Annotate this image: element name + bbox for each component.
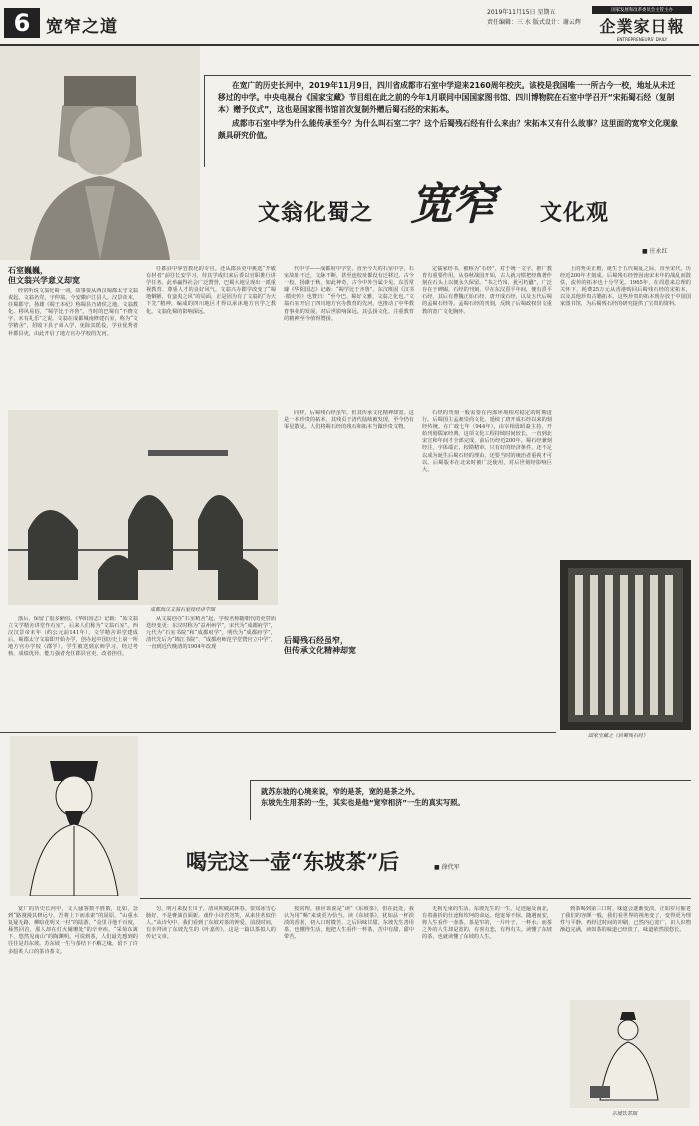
article1-col-1: 经常听说文翁化蜀一词，故事要从西汉蜀郡太守文翁说起。文翁名党，字仲翁，今安徽庐江县人。汉景帝末，任蜀郡守。扬雄《蜀王本纪》称蜀县乃诸侯之地，文翁教化、移风易俗，“蜀学比于齐鲁”。当时的巴蜀有“不晓文字，未有礼乐”之说。文翁在成都城南修建石室，称为“文学精舍”，招收下县子弟入学，免除其徭役，学业优秀者补郡县吏，由此开启了地方官办学校的先河。 (8, 288, 138, 337)
paper-logo-box: 国家发展和改革委员会主管主办 (592, 6, 692, 14)
article1-col-4: 定儒家经书，被称为“石经”，对于统一文字、推广教育有重要作用。从春秋战国开始，古人就习惯把经典著作刻在石头上以便永久保留。“书之竹帛，犹可朽蠹”，广泛存在于碑碣。石经的刊刻，早在东汉熹平年间，便有熹平石经，其后有曹魏正始石经、唐开成石经，以及五代后蜀的孟蜀石经等。孟蜀石经的刊刻，反映了后蜀政权崇文重教的宽广文化胸怀。 (422, 266, 552, 315)
article1-title-callig: 宽窄 (410, 179, 494, 230)
article1-col-3b: 同样，后蜀残石经虽窄，但其传承文化精神却宽。这是一本珍贵的拓本，其残页于清代陆续被发现，至今仍有零星散见。人们将蜀石经的残石和拓本当做珍贵文物。 (284, 410, 414, 431)
box2-text (261, 786, 691, 816)
box2-border-top (250, 780, 691, 781)
article1-col-5: 上的秀美正楷，诞生于五代蜀乱之际，直至宋代，历经近200年才刻成。后蜀残石经曾因南宋末年的战乱而散佚，流传的拓本也十分罕见。1965年，在周恩来总理的关怀下，耗费25万元从香港购回后蜀残石经的宋拓本，以及其他珍贵古籍拓本。这些珍贵的拓本现存放于中国国家图书馆，为后蜀残石经的研究提供了宝贵的资料。 (560, 266, 691, 308)
lead-paragraph: 成都市石室中学为什么能传承至今？为什么叫石室二字？这个后蜀残石经有什么来由？宋拓本又有什么故事？这里面的宽窄文化现象颇具研究价值。 (218, 118, 678, 140)
wenweng-statue-image (0, 46, 200, 260)
mural-image (8, 410, 278, 605)
lead-box-border-left (204, 75, 205, 167)
article1-col-2: 任郡县中掌管教化的专官。还从郡县吏中挑选“开敏有材者”前往长安学习，待其学成归来后委以官职推行讲学任务。此举赢得社会广泛赞誉，巴蜀大地呈现出一派重视教育、尊重人才的良好风气。文翁兴办郡学改变了“蜀地僻陋，有蛮夷之风”的局面，正是因为有了文翁的“为天下先”精神，编成的四川地区才得以承沐地方官学之教化。文翁化蜀的影响深远。 (146, 266, 276, 315)
rubbing-image (560, 560, 691, 730)
box2-line: 就苏东坡的心境来说，窄的是茶，宽的是茶之外。 (261, 787, 420, 796)
rubbing-caption: 国家宝藏之《后蜀残石经》 (588, 733, 649, 739)
subhead-line: 石室巍巍， (8, 266, 48, 275)
article2-col-5: 到茶喝到第三口时，味道会逐渐变淡。正如岁月催老了我们的容颜一般，我们看世界的视角变了，变得更为理性与平静。再经过时间的冲刷，已然内心宽广，识人识物渐趋完满，读如茶的味道已经淡了，味道依然很悠长。 (560, 906, 691, 934)
subhead-line: 后蜀残石经虽窄， (284, 636, 348, 645)
lead-box-border-top (204, 75, 691, 76)
article1-col-2b: 从文翁创办“石室精舍”起，学校名称随朝代的更替而迭经变更：东汉时称为“益州州学”，宋代为“成都府学”，元代为“石室书院”和“成都府学”，明代为“成都府学”，清代先后为“锦江书院”、“成都府师范学堂暨官立中学”，一直到近代晚清的1904年改现 (146, 616, 276, 651)
mural-caption: 成都西汉文翁石室授经讲学图 (150, 607, 216, 613)
paper-name-en: ENTREPRENEURS' DAILY (616, 37, 668, 42)
article1-subhead-1 (8, 266, 138, 286)
subhead-line: 但传承文化精神却宽 (284, 646, 356, 655)
box2-line: 东坡先生用茶的一生，其实也是他“宽窄相济”一生的真实写照。 (261, 798, 465, 807)
tea-drinking-image (570, 1000, 690, 1108)
article1-subhead-2 (284, 636, 414, 656)
lead-paragraph: 在宽广的历史长河中，2019年11月9日，四川省成都市石室中学迎来2160周年校庆。该校是我国唯一一所古今一校，地址从未迁移过的中学。中央电视台《国家宝藏》节目组在此之前的今年1月联同中国国家图书馆、四川博物院在石室中学召开“宋拓蜀石经（复制本）赠予仪式”，这也是国家图书馆首次复制外赠后蜀石经的宋拓本。 (218, 81, 676, 115)
date-text: 2019年11月15日 星期五 (487, 9, 556, 16)
paper-name: 企業家日報 (599, 17, 685, 36)
article1-title-left: 文翁化蜀之 (258, 200, 374, 226)
article2-col-1: 宽广的历史长河中，文人骚客数不胜数，比如，念到“路漫漫其修远兮，吾将上下而求索”的屈原，“山重水复疑无路，柳暗花明又一村”的陆游，“众里寻他千百度，蓦然回首，那人却在灯火阑珊处”的辛弃疾，“采菊东篱下，悠然见南山”的陶渊明。可说到茶，人们最先想到的往往是苏东坡。苏东坡一生与茶结下不解之缘，留下了许多脍炙人口的茶诗茶文。 (8, 906, 138, 955)
subhead-line: 但文翁兴学意义却宽 (8, 276, 80, 285)
article2-title: 喝完这一壶“东坡茶”后 (186, 849, 400, 874)
page-number: 6 (4, 8, 40, 38)
dateline (487, 8, 581, 28)
article1-col-3: 代中学——成都府中学堂，直至今天的石室中学，石室故址不迁，文脉不断，甚至连校址都没有迁移过。古今一校，扬雄于秋，如此神奇，古今中外当属少见。东晋常璩《华阳国志》记载：“蜀学比于齐鲁”。东汉班固《汉书·循吏传》也赞曰：“至今巴、蜀好文雅，文翁之化也。”文翁石室开启了四川地方官办教育的先河，也推动了中华教育事业的发展，对后世影响深远。其弘扬文化、注重教育的精神至今值得赞扬。 (284, 266, 414, 322)
tea-caption: 东坡饮茶图 (612, 1111, 638, 1117)
article1-title-right: 文化观 (540, 200, 610, 226)
article2-col-4: 无拘无束的生活。东坡先生的一生，足迹遍及南北，有着曲折的仕途和坎坷的命运。他宠辱不惊、随遇而安，将人生看作一壶茶。茶是窄的，一片叶子，一杯水；而茶之外的人生却是宽的，有喜有悲，有得有失。读懂了东坡的茶，也就读懂了东坡的人生。 (422, 906, 552, 941)
article2-byline: ■ 徐代军 (434, 864, 460, 871)
article2-title-rule (140, 898, 691, 899)
article1-col-4b: 石经的刊刻一般需要在内部环境相对稳定的时期进行。后蜀国主孟昶崇尚文化，延续了唐开成石经以来的刻经传统。在广政七年（944年），由宰相毋昭裔主持，开始刊刻儒家经典。这项文化工程持续时间较长，一直到北宋宣和年间才全部完成，前后历经近200年。蜀石经兼刻经注，字体端正，校勘精审。只有好的经济条件，还不足以成为诞生后蜀石经的理由，还要当时的统治者重视才可以。后蜀版本在北宋时被广泛使用，对后世刻经影响巨大。 (422, 410, 552, 473)
article2-col-3: 按常理，我应该说是“读”《东坡茶》，但在此处，我认为用“喝”来谈更为恰当。读《东坡茶》，犹如品一杯淡淡的香茗，初入口时微苦，之后回味甘甜。东坡先生善用茶，也懂得生活，他把人生看作一杯茶，苦中有甜，甜中带苦。 (284, 906, 414, 941)
box2-border-left (250, 780, 251, 820)
article1-col-1b: 落后，保留了很多陋俗。《华阳国志》记载：“始文翁立文学精舍讲堂作石室”，后来人们称为“文翁石室”。西汉汉景帝末年（约公元前141年），文学精舍讲堂建成后，蜀郡太守文翁即开始办学，创办起中国历史上第一所地方官办学校（郡学）。学生被送到京师学习，经过考核，成绩优异，能力强者充任郡县官吏，改者担任。 (8, 616, 138, 658)
paper-logo (592, 6, 692, 42)
section-divider (0, 732, 556, 733)
article2-col-2: 匀，明月来投玉川子，清风吹破武林春。要知冰雪心肠好，不是膏油首面新。戏作小诗君勿笑，从来佳茗似佳人。”从诗句中，我们看到了东坡对茶的钟爱。前段时间，有幸拜读了东坡先生的《叶嘉传》，这是一篇以茶拟人的传记文章。 (146, 906, 276, 941)
lead-paragraphs (218, 80, 681, 143)
editors-text: 责任编辑：三 水 版式设计：谢云辉 (487, 19, 581, 26)
column-name: 宽窄之道 (46, 17, 118, 37)
article1-byline: ■ 庄永红 (642, 248, 668, 255)
dongpo-portrait-image (10, 736, 138, 896)
